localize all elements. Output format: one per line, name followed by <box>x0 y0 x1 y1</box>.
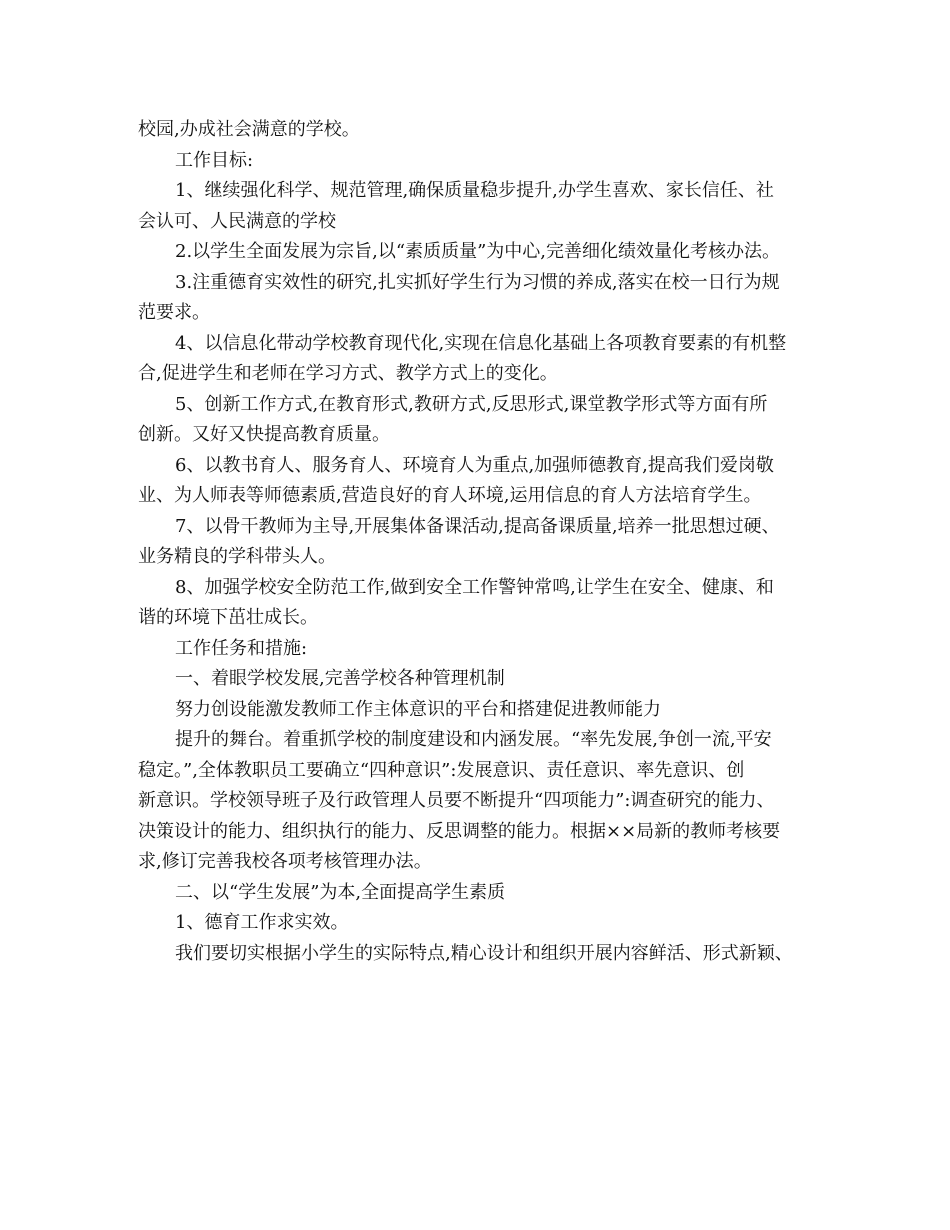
text-line: 努力创设能激发教师工作主体意识的平台和搭建促进教师能力 <box>175 698 661 720</box>
text-line: 6、以教书育人、服务育人、环境育人为重点,加强师德教育,提高我们爱岗敬 <box>175 454 774 476</box>
text-line: 会认可、人民满意的学校 <box>138 210 336 232</box>
text-line: 1、德育工作求实效。 <box>175 912 349 933</box>
text-line: 我们要切实根据小学生的实际特点,精心设计和组织开展内容鲜活、形式新颖、 <box>175 942 793 964</box>
text-line: 决策设计的能力、组织执行的能力、反思调整的能力。根据××局新的教师考核要 <box>138 820 781 842</box>
text-line: 新意识。学校领导班子及行政管理人员要不断提升“四项能力”:调查研究的能力、 <box>138 790 775 811</box>
text-line: 谐的环境下茁壮成长。 <box>138 607 318 628</box>
text-line: 1、继续强化科学、规范管理,确保质量稳步提升,办学生喜欢、家长信任、社 <box>175 180 774 201</box>
text-line: 业务精良的学科带头人。 <box>138 546 336 567</box>
text-line: 工作目标: <box>175 149 254 171</box>
text-line: 范要求。 <box>138 302 210 323</box>
text-line: 4、以信息化带动学校教育现代化,实现在信息化基础上各项教育要素的有机整 <box>175 332 787 354</box>
document-body <box>138 115 838 969</box>
text-line: 一、着眼学校发展,完善学校各种管理机制 <box>175 668 505 689</box>
text-line: 工作任务和措施: <box>175 637 308 659</box>
text-line: 2.以学生全面发展为宗旨,以“素质质量”为中心,完善细化绩效量化考核办法。 <box>175 241 781 262</box>
text-line: 提升的舞台。着重抓学校的制度建设和内涵发展。“率先发展,争创一流,平安 <box>175 729 772 750</box>
text-line: 求,修订完善我校各项考核管理办法。 <box>138 851 432 872</box>
text-line: 二、以“学生发展”为本,全面提高学生素质 <box>175 881 506 903</box>
text-line: 8、加强学校安全防范工作,做到安全工作警钟常鸣,让学生在安全、健康、和 <box>175 576 774 598</box>
text-line: 创新。又好又快提高教育质量。 <box>138 424 390 445</box>
text-line: 5、创新工作方式,在教育形式,教研方式,反思形式,课堂教学形式等方面有所 <box>175 393 768 415</box>
text-line: 稳定。”,全体教职员工要确立“四种意识”:发展意识、责任意识、率先意识、创 <box>138 759 745 781</box>
text-line: 3.注重德育实效性的研究,扎实抓好学生行为习惯的养成,落实在校一日行为规 <box>175 271 780 293</box>
text-line: 7、以骨干教师为主导,开展集体备课活动,提高备课质量,培养一批思想过硬、 <box>175 515 780 537</box>
text-line: 校园,办成社会满意的学校。 <box>138 119 360 140</box>
text-line: 业、为人师表等师德素质,营造良好的育人环境,运用信息的育人方法培育学生。 <box>138 485 762 506</box>
text-line: 合,促进学生和老师在学习方式、教学方式上的变化。 <box>138 363 558 384</box>
